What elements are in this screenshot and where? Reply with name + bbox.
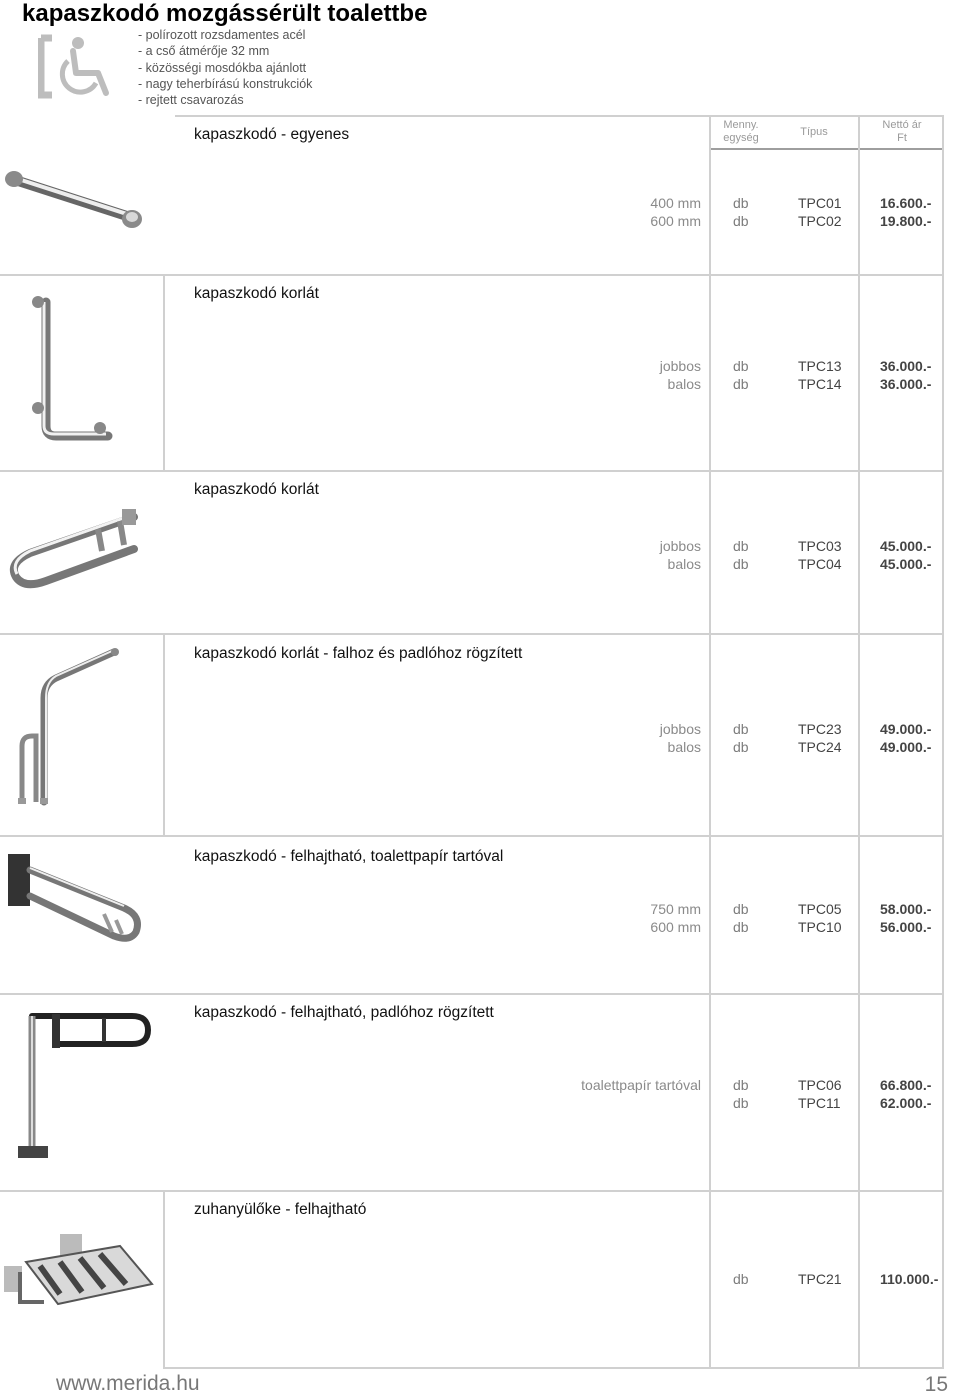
variant-label: jobbos [659,538,701,554]
variant-label: jobbos [659,358,701,374]
divider [0,993,944,995]
column-header-type: Típus [800,126,828,138]
product-code: TPC13 [798,358,842,374]
product-code: TPC21 [798,1271,842,1287]
variant-label: toalettpapír tartóval [581,1077,701,1093]
product-code: TPC10 [798,919,842,935]
product-price: 56.000.- [880,919,932,935]
product-price: 36.000.- [880,358,932,374]
unit-label: db [733,376,749,392]
folding-rail-paper-holder-image [4,852,149,944]
divider [175,115,944,117]
unit-label: db [733,1077,749,1093]
divider [709,115,711,1369]
product-price: 62.000.- [880,1095,932,1111]
unit-label: db [733,739,749,755]
unit-label: db [733,1271,749,1287]
divider [0,274,944,276]
divider [0,470,944,472]
footer-website[interactable]: www.merida.hu [56,1372,200,1395]
variant-label: balos [667,739,701,755]
section-title: kapaszkodó korlát - falhoz és padlóhoz rögzített [194,645,523,662]
feature-item: - rejtett csavarozás [138,93,244,108]
product-price: 49.000.- [880,721,932,737]
feature-item: - a cső átmérője 32 mm [138,44,270,59]
wheelchair-icon [38,33,124,101]
product-code: TPC02 [798,213,842,229]
divider [163,274,165,470]
unit-label: db [733,1095,749,1111]
product-price: 110.000.- [880,1271,939,1287]
product-code: TPC01 [798,195,842,211]
feature-item: - polírozott rozsdamentes acél [138,28,306,42]
variant-label: 750 mm [650,901,701,917]
variant-label: balos [667,556,701,572]
feature-item: - nagy teherbírású konstrukciók [138,76,313,91]
feature-item: - közösségi mosdókba ajánlott [138,60,307,75]
section-title: kapaszkodó korlát [194,481,319,498]
u-shaped-rail-image [2,505,152,595]
shower-seat-image [0,1232,155,1322]
divider [942,115,944,1369]
unit-label: db [733,358,749,374]
product-code: TPC05 [798,901,842,917]
unit-label: db [733,721,749,737]
product-price: 16.600.- [880,195,932,211]
product-price: 49.000.- [880,739,932,755]
column-header-price: Nettó ár Ft [882,119,922,144]
section-title: kapaszkodó - felhajtható, padlóhoz rögzített [194,1004,494,1021]
variant-label: balos [667,376,701,392]
l-shaped-rail-image [28,288,118,448]
divider [163,635,165,835]
product-code: TPC14 [798,376,842,392]
variant-label: jobbos [659,721,701,737]
column-header-quantity: Menny. egység [723,119,759,144]
section-title: kapaszkodó - egyenes [194,126,350,143]
product-code: TPC24 [798,739,842,755]
product-code: TPC11 [798,1095,841,1111]
variant-label: 400 mm [650,195,701,211]
divider [163,1190,165,1369]
unit-label: db [733,213,749,229]
divider [0,835,944,837]
section-title: kapaszkodó korlát [194,285,319,302]
unit-label: db [733,556,749,572]
product-code: TPC04 [798,556,842,572]
straight-grab-bar-image [2,165,152,235]
product-price: 19.800.- [880,213,932,229]
section-title: kapaszkodó - felhajtható, toalettpapír tartóval [194,848,504,865]
product-price: 58.000.- [880,901,932,917]
floor-mounted-folding-rail-image [12,1008,157,1168]
unit-label: db [733,538,749,554]
divider [858,115,860,1369]
product-code: TPC03 [798,538,842,554]
section-title: zuhanyülőke - felhajtható [194,1201,367,1218]
product-code: TPC23 [798,721,842,737]
variant-label: 600 mm [650,213,701,229]
product-price: 45.000.- [880,556,932,572]
product-price: 66.800.- [880,1077,932,1093]
variant-label: 600 mm [650,919,701,935]
divider [710,148,944,150]
unit-label: db [733,901,749,917]
product-price: 36.000.- [880,376,932,392]
unit-label: db [733,919,749,935]
product-code: TPC06 [798,1077,842,1093]
divider [0,1190,944,1192]
page-number: 15 [924,1373,948,1396]
page-title: kapaszkodó mozgássérült toalettbe [22,0,428,27]
wall-floor-rail-image [10,646,125,808]
unit-label: db [733,195,749,211]
divider [0,633,944,635]
product-price: 45.000.- [880,538,932,554]
feature-list [138,27,312,108]
divider [163,1367,944,1369]
